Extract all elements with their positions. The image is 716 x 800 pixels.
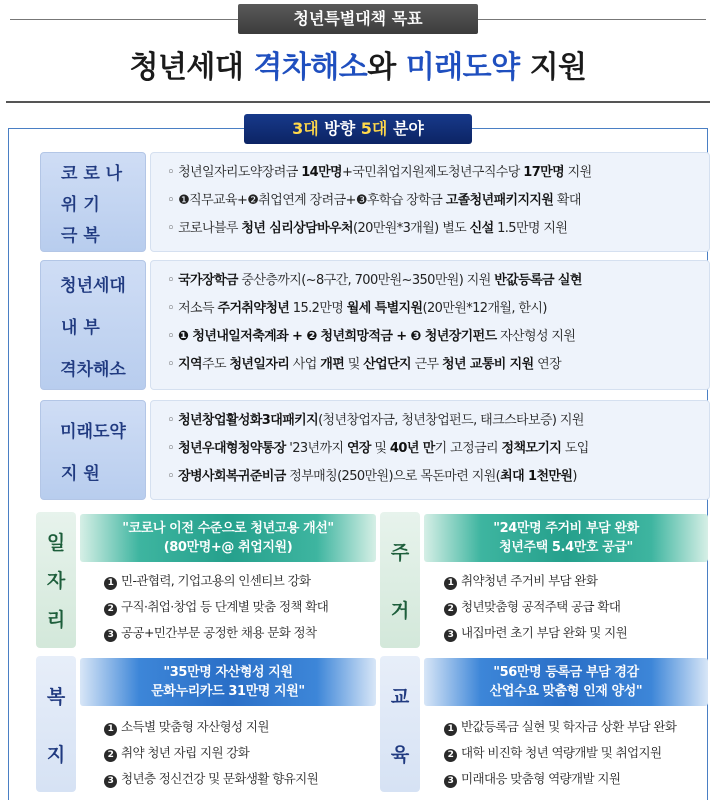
number-badge-icon: 3: [444, 629, 457, 642]
row-item: [167, 463, 699, 491]
row-item: [167, 407, 699, 435]
item-emphasis: 산업단지: [363, 357, 412, 372]
side-label-welfare: [36, 656, 76, 792]
row-item: [167, 323, 699, 351]
directions-text: 방향: [318, 119, 361, 138]
row-body-gap: [150, 260, 710, 390]
row-label-future: [40, 400, 146, 500]
item-emphasis: 월세 특별지원: [346, 301, 423, 316]
quad-head-line: "35만명 자산형성 지원: [163, 665, 293, 680]
title-text: 지원: [519, 50, 587, 85]
item-emphasis: 개편: [320, 357, 345, 372]
item-emphasis: 신설: [469, 221, 494, 236]
quad-head-line: "56만명 등록금 부담 경감: [493, 665, 639, 680]
item-text: +국민취업지원제도청년구직수당: [342, 165, 524, 180]
side-char: 복: [46, 685, 66, 708]
item-text: 도입: [561, 441, 589, 456]
item-emphasis: 청년 심리상담바우처: [241, 221, 353, 236]
label-line: 극 복: [61, 225, 100, 246]
side-label-housing: [380, 512, 420, 648]
quad-item: [104, 714, 318, 740]
item-emphasis: 반값등록금 실현: [494, 273, 582, 288]
number-badge-icon: 1: [104, 577, 117, 590]
row-item: [167, 187, 699, 215]
quad-item-text: 청년층 정신건강 및 문화생활 향유지원: [121, 771, 319, 786]
label-line: 위 기: [61, 194, 100, 215]
number-badge-icon: 1: [444, 577, 457, 590]
quad-item: [444, 594, 627, 620]
item-text: 지원: [564, 165, 592, 180]
quad-item-text: 공공+민간부문 공정한 채용 문화 정착: [121, 625, 317, 640]
item-text: 및: [370, 441, 390, 456]
directions-count: 5대: [360, 119, 388, 138]
directions-tag: [244, 114, 472, 144]
item-text: 중산층까지(~8구간, 700만원~350만원) 지원: [237, 273, 495, 288]
number-badge-icon: 1: [444, 723, 457, 736]
row-label-corona: [40, 152, 146, 252]
quad-item-text: 민-관협력, 기업고용의 인센티브 강화: [121, 573, 311, 588]
quad-head-line: 산업수요 맞춤형 인재 양성": [489, 684, 643, 699]
item-text: 및: [344, 357, 364, 372]
number-badge-icon: 1: [104, 723, 117, 736]
item-emphasis: 청년창업활성화3대패키지: [178, 413, 319, 428]
number-badge-icon: 2: [444, 603, 457, 616]
side-char: 주: [390, 541, 410, 564]
item-text: (20만원*3개월) 별도: [352, 221, 470, 236]
side-char: 교: [390, 685, 410, 708]
item-emphasis: ❶ 청년내일저축계좌 + ❷ 청년희망적금 + ❸ 청년장기펀드: [178, 329, 497, 344]
quad-item-text: 취약 청년 자립 지원 강화: [121, 745, 250, 760]
quad-item-text: 취약청년 주거비 부담 완화: [461, 573, 598, 588]
bullet-icon: ◦: [167, 193, 175, 208]
bullet-icon: ◦: [167, 441, 175, 456]
item-text: 주도: [202, 357, 230, 372]
number-badge-icon: 3: [104, 775, 117, 788]
item-text: 근무: [411, 357, 443, 372]
label-line: 격차해소: [60, 359, 126, 380]
quad-head-jobs: [80, 514, 376, 562]
bullet-icon: ◦: [167, 469, 175, 484]
bullet-icon: ◦: [167, 413, 175, 428]
number-badge-icon: 2: [104, 603, 117, 616]
side-char: 자: [46, 570, 66, 593]
number-badge-icon: 2: [104, 749, 117, 762]
side-label-education: [380, 656, 420, 792]
row-item: [167, 435, 699, 463]
title-highlight: 격차해소: [253, 50, 368, 85]
quad-head-line: "코로나 이전 수준으로 청년고용 개선": [122, 521, 334, 536]
item-text: ❶직무교육+❷취업연계 장려금+❸후학습 장학금: [178, 193, 446, 208]
item-text: 저소득: [178, 301, 218, 316]
label-line: 지 원: [61, 463, 100, 484]
row-item: [167, 351, 699, 379]
quad-list-jobs: [104, 568, 328, 646]
row-body-future: [150, 400, 710, 500]
title-text: 청년세대: [129, 50, 254, 85]
quad-item: [104, 740, 318, 766]
quad-head-line: (80만명+@ 취업지원): [163, 540, 293, 555]
item-emphasis: 정책모기지: [501, 441, 562, 456]
quad-head-line: "24만명 주거비 부담 완화: [493, 521, 639, 536]
quad-head-education: [424, 658, 708, 706]
bullet-icon: ◦: [167, 221, 175, 236]
quad-item-text: 미래대응 맞춤형 역량개발 지원: [461, 771, 621, 786]
item-emphasis: 17만명: [523, 165, 565, 180]
quad-item-text: 내집마련 초기 부담 완화 및 지원: [461, 625, 628, 640]
item-text: ): [572, 469, 577, 484]
quad-list-housing: [444, 568, 627, 646]
item-emphasis: 주거취약청년: [217, 301, 290, 316]
quad-item-text: 대학 비진학 청년 역량개발 및 취업지원: [461, 745, 662, 760]
bullet-icon: ◦: [167, 329, 175, 344]
title-text: 와: [367, 50, 406, 85]
page-title: [0, 42, 716, 86]
label-line: 미래도약: [60, 421, 126, 442]
quad-item-text: 소득별 맞춤형 자산형성 지원: [121, 719, 269, 734]
side-char: 거: [390, 599, 410, 622]
row-item: [167, 295, 699, 323]
title-highlight: 미래도약: [405, 50, 520, 85]
item-emphasis: 청년일자리: [229, 357, 290, 372]
quad-item: [444, 568, 627, 594]
item-text: 확대: [553, 193, 581, 208]
item-emphasis: 연장: [346, 441, 371, 456]
row-body-corona: [150, 152, 710, 252]
item-emphasis: 청년우대형청약통장: [178, 441, 286, 456]
header-tag-line-left: [10, 19, 238, 20]
item-text: 코로나블루: [178, 221, 242, 236]
directions-count: 3대: [292, 119, 319, 138]
quad-head-welfare: [80, 658, 376, 706]
item-text: 1.5만명 지원: [493, 221, 568, 236]
side-char: 리: [46, 609, 66, 632]
item-text: (청년창업자금, 청년창업펀드, 태크스타보증) 지원: [318, 413, 584, 428]
quad-item-text: 구직·취업·창업 등 단계별 맞춤 정책 확대: [121, 599, 329, 614]
quad-list-education: [444, 714, 676, 792]
header-tag-line-right: [478, 19, 706, 20]
item-text: 연장: [533, 357, 562, 372]
item-text: 정부매칭(250만원)으로 목돈마련 지원(: [285, 469, 501, 484]
title-divider: [6, 101, 710, 103]
item-text: 자산형성 지원: [496, 329, 576, 344]
row-item: [167, 267, 699, 295]
number-badge-icon: 3: [444, 775, 457, 788]
number-badge-icon: 2: [444, 749, 457, 762]
side-char: 육: [390, 743, 410, 766]
side-char: 일: [46, 531, 66, 554]
side-label-jobs: [36, 512, 76, 648]
header-tag: 청년특별대책 목표: [238, 4, 478, 34]
label-line: 코 로 나: [61, 163, 123, 184]
item-emphasis: 고졸청년패키지지원: [445, 193, 554, 208]
item-emphasis: 지역: [178, 357, 202, 372]
label-line: 내 부: [61, 317, 100, 338]
quad-head-line: 문화누리카드 31만명 지원": [151, 684, 305, 699]
quad-head-housing: [424, 514, 708, 562]
quad-item: [444, 620, 627, 646]
bullet-icon: ◦: [167, 165, 175, 180]
item-text: '23년까지: [285, 441, 347, 456]
quad-item: [444, 766, 676, 792]
item-text: 사업: [289, 357, 321, 372]
item-emphasis: 청년 교통비 지원: [442, 357, 534, 372]
item-emphasis: 14만명: [301, 165, 343, 180]
quad-head-line: 청년주택 5.4만호 공급": [499, 540, 633, 555]
quad-item: [444, 740, 676, 766]
row-item: [167, 215, 699, 243]
directions-text: 분야: [387, 119, 424, 138]
quad-item: [104, 568, 328, 594]
item-emphasis: 장병사회복귀준비금: [178, 469, 286, 484]
quad-item: [104, 766, 318, 792]
quad-item-text: 청년맞춤형 공적주택 공급 확대: [461, 599, 621, 614]
number-badge-icon: 3: [104, 629, 117, 642]
row-label-gap: [40, 260, 146, 390]
item-emphasis: 국가장학금: [178, 273, 238, 288]
item-emphasis: 최대 1천만원: [500, 469, 573, 484]
quad-item: [104, 620, 328, 646]
quad-item: [104, 594, 328, 620]
label-line: 청년세대: [60, 275, 126, 296]
bullet-icon: ◦: [167, 357, 175, 372]
quad-item: [444, 714, 676, 740]
quad-list-welfare: [104, 714, 318, 792]
item-text: 15.2만명: [289, 301, 347, 316]
item-emphasis: 40년 만: [389, 441, 435, 456]
bullet-icon: ◦: [167, 273, 175, 288]
item-text: 청년일자리도약장려금: [178, 165, 302, 180]
item-text: (20만원*12개월, 한시): [422, 301, 547, 316]
quad-item-text: 반값등록금 실현 및 학자금 상환 부담 완화: [461, 719, 677, 734]
item-text: 기 고정금리: [434, 441, 502, 456]
row-item: [167, 159, 699, 187]
bullet-icon: ◦: [167, 301, 175, 316]
side-char: 지: [46, 743, 66, 766]
